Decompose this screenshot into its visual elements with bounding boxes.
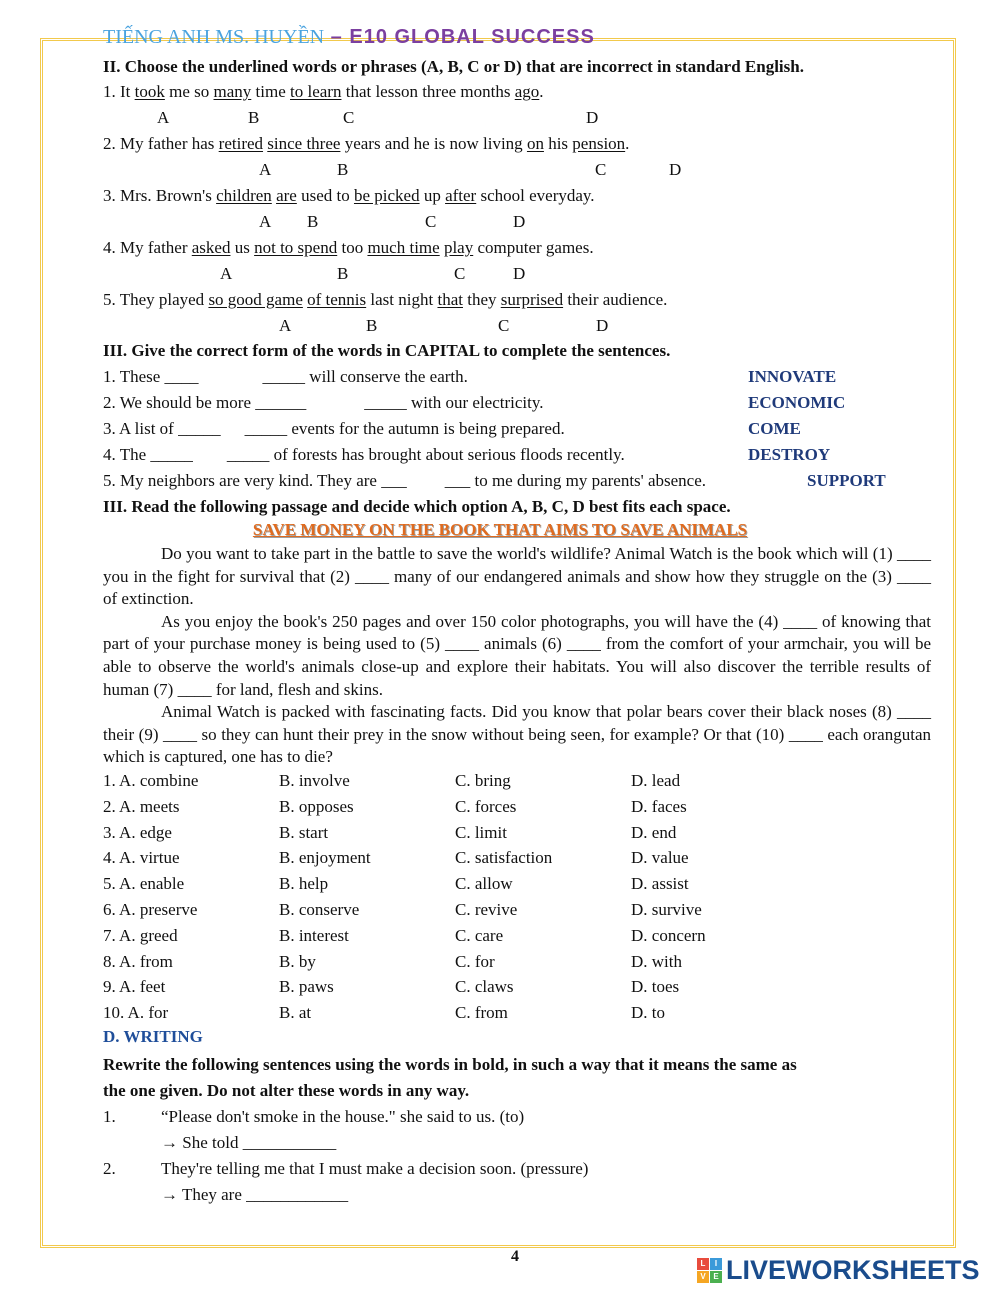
option-q7-b[interactable]: B. interest [279,925,349,945]
option-q4-d[interactable]: D. value [631,848,689,868]
s2-q1-letter-a: A [157,108,170,127]
option-q2-b[interactable]: B. opposes [279,796,354,816]
option-q4-a[interactable]: 4. A. virtue [103,848,180,868]
option-q7-a[interactable]: 7. A. greed [103,925,178,945]
s3-item-3: 3. A list of _____ _____ events for the autumn is being prepared. [103,419,565,438]
s2-q3-letter-b: B [307,212,319,231]
section2-title: II. Choose the underlined words or phrases (A, B, C or D) that are incorrect in standard English. [103,57,804,76]
option-q2-a[interactable]: 2. A. meets [103,796,180,816]
passage-paragraph-1: Do you want to take part in the battle to save the world's wildlife? Animal Watch is the book which will (1) ____ you in the fight for survival that (2) ____ many of our endangered animals and show how they struggle on the (3) ____ of extinction. [103,544,931,609]
s2-q1-letter-b: B [248,108,260,127]
s2-q5-letter-c: C [498,316,510,335]
s2-q3: 3. Mrs. Brown's children are used to be picked up after school everyday. [103,186,595,205]
s3-keyword-5: SUPPORT [807,471,886,490]
option-q7-c[interactable]: C. care [455,925,504,945]
option-q2-c[interactable]: C. forces [455,796,517,816]
option-q5-b[interactable]: B. help [279,874,329,894]
page-number: 4 [511,1248,519,1265]
writing-heading: D. WRITING [103,1027,203,1046]
s3-keyword-2: ECONOMIC [748,393,846,412]
s3-keyword-4: DESTROY [748,445,831,464]
option-q6-a[interactable]: 6. A. preserve [103,900,198,919]
s2-q5-letter-b: B [366,316,378,335]
option-q6-c[interactable]: C. revive [455,900,518,919]
option-q10-c[interactable]: C. from [455,1003,508,1023]
s2-q4-letter-a: A [220,264,233,283]
s2-q3-letter-a: A [259,212,272,231]
passage-paragraph-3: Animal Watch is packed with fascinating facts. Did you know that polar bears cover their black noses (8) ____ their (9) ____ so they can hunt their prey in the snow without being seen, for example? Or that (10) ____ each orangutan which is captured, one has to die? [103,702,931,767]
s2-q2: 2. My father has retired since three years and he is now living on his pension. [103,134,630,153]
writing-instruction-1: Rewrite the following sentences using the words in bold, in such a way that it means the same as [103,1055,797,1074]
section3-title: III. Give the correct form of the words in CAPITAL to complete the sentences. [103,341,671,360]
option-q3-a[interactable]: 3. A. edge [103,822,172,842]
option-q6-b[interactable]: B. conserve [279,900,360,919]
option-q8-d[interactable]: D. with [631,951,682,971]
option-q5-c[interactable]: C. allow [455,874,513,894]
s2-q3-letter-c: C [425,212,437,231]
s3-item-4: 4. The _____ _____ of forests has brought about serious floods recently. [103,445,625,464]
option-q9-c[interactable]: C. claws [455,977,514,997]
s3-item-1: 1. These ____ _____ will conserve the earth. [103,367,468,386]
option-q10-d[interactable]: D. to [631,1003,665,1023]
option-q6-d[interactable]: D. survive [631,900,702,919]
option-q10-b[interactable]: B. at [279,1003,312,1023]
option-q8-c[interactable]: C. for [455,951,495,971]
option-q10-a[interactable]: 10. A. for [103,1003,169,1023]
s2-q4-letter-c: C [454,264,466,283]
passage [103,543,931,769]
s3-item-5: 5. My neighbors are very kind. They are ___ ___ to me during my parents' absence. [103,471,707,490]
option-q1-b[interactable]: B. involve [279,771,350,790]
passage-title: SAVE MONEY ON THE BOOK THAT AIMS TO SAVE ANIMALS [252,520,748,539]
s2-q5-letter-d: D [596,316,609,335]
writing-q1: “Please don't smoke in the house." she said to us. (to) [161,1107,525,1126]
s2-q1-letter-d: D [586,108,599,127]
writing-q2-number: 2. [103,1159,116,1178]
option-q5-d[interactable]: D. assist [631,874,689,894]
section4-title: III. Read the following passage and decide which option A, B, C, D best fits each space. [103,497,731,516]
writing-q2-answer: → They are ____________ [161,1185,349,1204]
logo-cubes-icon: L I V E [697,1258,722,1283]
writing-q1-answer: → She told ___________ [161,1133,337,1152]
s2-q5-letter-a: A [279,316,292,335]
option-q3-d[interactable]: D. end [631,822,677,842]
s2-q1: 1. It took me so many time to learn that lesson three months ago. [103,82,544,101]
s3-keyword-1: INNOVATE [748,367,837,386]
s2-q5: 5. They played so good game of tennis last night that they surprised their audience. [103,290,668,309]
option-q4-b[interactable]: B. enjoyment [279,848,371,868]
option-q7-d[interactable]: D. concern [631,925,706,945]
option-q5-a[interactable]: 5. A. enable [103,874,185,894]
s2-q4: 4. My father asked us not to spend too much time play computer games. [103,238,594,257]
s2-q4-letter-b: B [337,264,349,283]
option-q1-c[interactable]: C. bring [455,771,511,790]
option-q9-d[interactable]: D. toes [631,977,680,997]
writing-q2: They're telling me that I must make a decision soon. (pressure) [161,1159,589,1178]
s2-q1-letter-c: C [343,108,355,127]
option-q9-a[interactable]: 9. A. feet [103,977,166,997]
writing-instruction-2: the one given. Do not alter these words in any way. [103,1081,470,1100]
option-q1-a[interactable]: 1. A. combine [103,771,199,790]
s2-q4-letter-d: D [513,264,526,283]
option-q1-d[interactable]: D. lead [631,771,681,790]
option-q4-c[interactable]: C. satisfaction [455,848,553,868]
page-header: TIẾNG ANH MS. HUYỀN – E10 GLOBAL SUCCESS [103,26,595,44]
s2-q2-letter-c: C [595,160,607,179]
s2-q3-letter-d: D [513,212,526,231]
option-q8-a[interactable]: 8. A. from [103,951,173,971]
logo-wordmark: LIVEWORKSHEETS [726,1254,980,1285]
liveworksheets-logo[interactable] [697,1255,980,1285]
writing-q1-number: 1. [103,1107,116,1126]
s3-keyword-3: COME [748,419,801,438]
option-q3-b[interactable]: B. start [279,822,329,842]
s2-q2-letter-b: B [337,160,349,179]
s2-q2-letter-a: A [259,160,272,179]
s2-q2-letter-d: D [669,160,682,179]
option-q3-c[interactable]: C. limit [455,822,507,842]
passage-paragraph-2: As you enjoy the book's 250 pages and over 150 color photographs, you will have the (4) ____ of knowing that part of your purchase money is being used to (5) ____ animals (6) ____ from the comfort of your armchair, you will be able to observe the world's animals close-up and explore their habitats. You will also discover the terrible results of human (7) ____ for land, flesh and skins. [103,611,931,699]
s3-item-2: 2. We should be more ______ _____ with our electricity. [103,393,544,412]
option-q8-b[interactable]: B. by [279,951,316,971]
option-q9-b[interactable]: B. paws [279,977,334,997]
option-q2-d[interactable]: D. faces [631,796,687,816]
